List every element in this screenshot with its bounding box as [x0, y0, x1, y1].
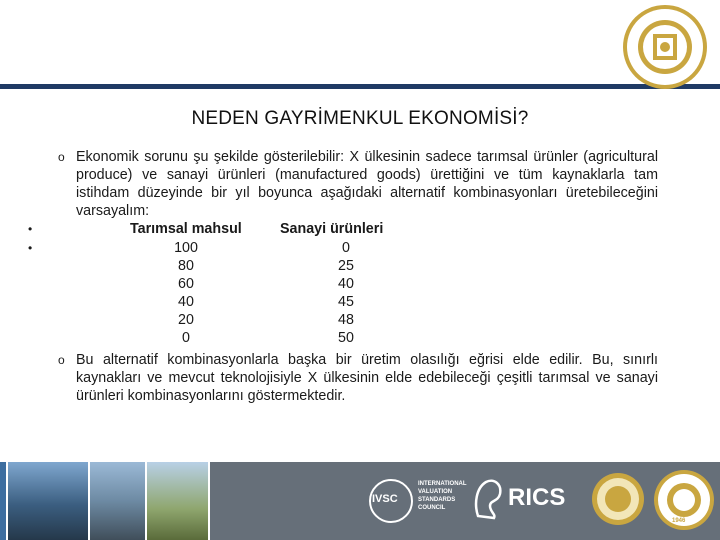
conclusion-text: Bu alternatif kombinasyonlarla başka bir üretim olasılığı eğrisi elde edilir. Bu, sınırlı kaynakları ve mevcut teknolojisiyle X ülkesinin elde edebileceği çeşitli tarımsal ve sanayi ürünleri kombinasyonlarını göstermektedir.	[76, 352, 658, 404]
seal-logo-1	[590, 468, 646, 530]
conclusion-paragraph	[58, 351, 658, 405]
agri-value: 0	[182, 330, 190, 346]
rics-emblem-icon	[470, 476, 506, 522]
ivsc-caption: INTERNATIONAL VALUATION STANDARDS COUNCIL	[418, 481, 467, 511]
city-photo-2	[90, 462, 145, 540]
column-header-agri: Tarımsal mahsul	[130, 221, 242, 237]
values-table	[28, 239, 658, 347]
photo-stripe	[0, 462, 6, 540]
table-header-row	[28, 220, 658, 239]
column-header-ind: Sanayi ürünleri	[280, 221, 384, 237]
slide-content	[28, 148, 658, 405]
page-title: NEDEN GAYRİMENKUL EKONOMİSİ?	[191, 108, 529, 129]
industry-value: 0	[342, 240, 350, 256]
agri-value: 20	[178, 312, 194, 328]
intro-paragraph	[58, 148, 658, 220]
rics-text: RICS	[508, 484, 566, 511]
seal-year: 1946	[672, 518, 686, 524]
table-row	[58, 239, 658, 257]
industry-value: 45	[338, 294, 354, 310]
industry-value: 25	[338, 258, 354, 274]
industry-value: 50	[338, 330, 354, 346]
city-photo-1	[8, 462, 88, 540]
agri-value: 80	[178, 258, 194, 274]
table-row	[58, 329, 658, 347]
agri-value: 100	[174, 240, 198, 256]
city-photo-3	[147, 462, 208, 540]
university-seal-logo	[620, 2, 710, 92]
footer-banner	[0, 462, 720, 540]
ivsc-text: IVSC	[372, 493, 398, 505]
table-row	[58, 275, 658, 293]
header-rule	[0, 84, 720, 89]
agri-value: 40	[178, 294, 194, 310]
table-row	[58, 257, 658, 275]
bullet-2: •	[28, 241, 33, 255]
table-row	[58, 293, 658, 311]
bullet-1: •	[28, 222, 33, 236]
agri-value: 60	[178, 276, 194, 292]
industry-value: 40	[338, 276, 354, 292]
intro-marker: o	[58, 150, 65, 164]
intro-text: Ekonomik sorunu şu şekilde gösterilebilir: X ülkesinin sadece tarımsal ürünler (agricultural produce) ve sanayi ürünleri (manufactured goods) ürettiğini ve tüm kaynaklarla tam istihdam düzeyinde bir yıl boyunca aşağıdaki alternatif kombinasyonları üretebileceğini varsayalım:	[76, 149, 658, 219]
industry-value: 48	[338, 312, 354, 328]
conclusion-marker: o	[58, 353, 65, 367]
table-row	[58, 311, 658, 329]
